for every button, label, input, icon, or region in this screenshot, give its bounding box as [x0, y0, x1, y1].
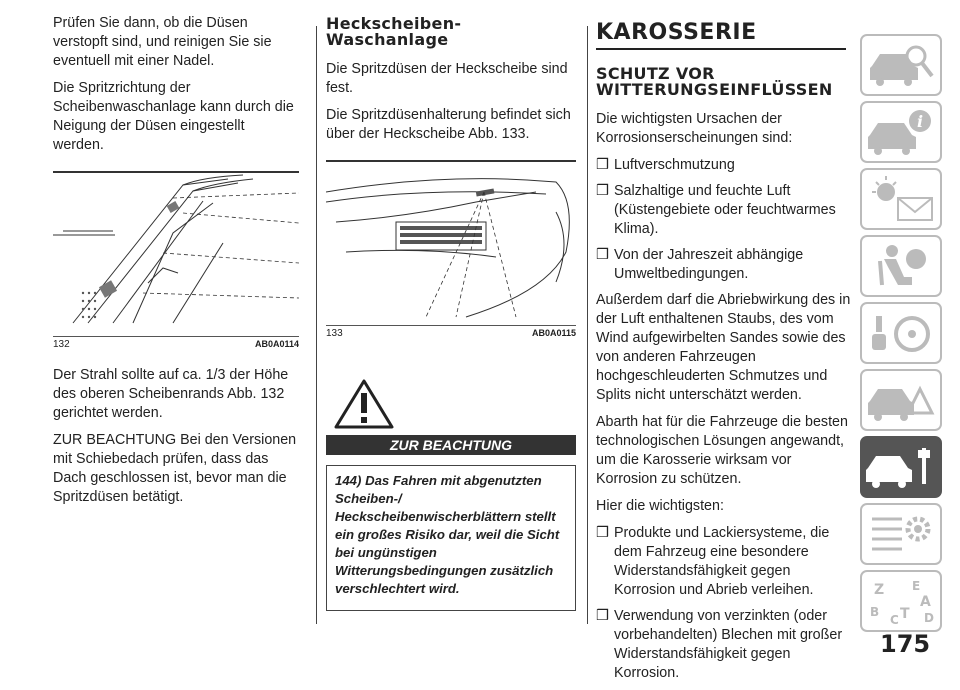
paragraph: ZUR BEACHTUNG Bei den Versionen mit Schiebedach prüfen, dass das Dach geschlossen ist, bevor man die Spritzdüsen betätigt. — [53, 432, 297, 505]
warning-text — [327, 466, 575, 610]
car-service-icon — [862, 438, 940, 496]
figure-number: 132 — [53, 339, 70, 350]
tab-lights-warning[interactable] — [860, 168, 942, 230]
tab-car-search[interactable] — [860, 34, 942, 96]
warning-title: ZUR BEACHTUNG — [326, 435, 576, 455]
list-item-text: Verwendung von verzinkten (oder vorbehandelten) Blechen mit großer Widerstandsfähigkeit gegen Korrosion. — [614, 608, 843, 681]
tab-car-breakdown[interactable] — [860, 369, 942, 431]
rear-window-nozzle-illustration — [326, 162, 576, 320]
heading-line: Waschanlage — [326, 30, 449, 49]
checkbox-bullet-icon: ❒ — [596, 608, 609, 624]
column-middle — [326, 16, 576, 611]
svg-text:Z: Z — [874, 582, 885, 598]
list-item — [596, 182, 854, 239]
svg-text:T: T — [900, 606, 910, 622]
figure-caption — [326, 325, 576, 339]
checkbox-bullet-icon: ❒ — [596, 247, 609, 263]
tab-car-service[interactable] — [860, 436, 942, 498]
warning-body: Das Fahren mit abgenutzten Scheiben-/ Heckscheibenwischerblättern stellt ein großes Risiko dar, weil die Sicht bei ungünstigen Witterungsbedingungen zusätzlich verschlechtert wird. — [335, 473, 560, 596]
warning-number: 144) — [335, 473, 362, 488]
column-divider — [316, 26, 317, 624]
paragraph: Die Spritzrichtung der Scheibenwaschanlage kann durch die Neigung der Düsen eingestellt werden. — [53, 80, 294, 153]
list-item — [596, 524, 854, 600]
svg-text:E: E — [912, 579, 921, 593]
figure-caption — [53, 336, 299, 350]
paragraph: Außerdem darf die Abriebwirkung des in der Luft enthaltenen Staubs, des vom Wind aufgewirbelten Sandes sowie des von anderen Fahrzeugen hochgeschleuderten Schmutzes und Splits nicht unterschätzt werden. — [596, 292, 851, 403]
svg-text:B: B — [870, 605, 880, 619]
svg-text:C: C — [890, 613, 899, 627]
specs-gear-icon — [862, 505, 940, 563]
heading-line: SCHUTZ VOR — [596, 64, 715, 83]
paragraph: Abarth hat für die Fahrzeuge die besten technologischen Lösungen angewandt, um die Karosserie wirksam vor Korrosion zu schützen. — [596, 414, 848, 487]
car-search-icon — [862, 36, 940, 94]
section-heading — [326, 16, 576, 48]
list-item-text: Von der Jahreszeit abhängige Umweltbedingungen. — [614, 247, 804, 282]
warning-symbol-area — [326, 379, 576, 435]
index-letters-icon — [862, 572, 940, 630]
tab-car-info[interactable] — [860, 101, 942, 163]
steering-wheel-icon — [862, 304, 940, 362]
tab-steering-wheel[interactable] — [860, 302, 942, 364]
heading-line: WITTERUNGSEINFLÜSSEN — [596, 80, 833, 99]
tab-specs[interactable] — [860, 503, 942, 565]
list-item-text: Produkte und Lackiersysteme, die dem Fahrzeug eine besondere Widerstandsfähigkeit gegen Korrosion und Abrieb verleihen. — [614, 525, 830, 598]
column-right — [596, 0, 854, 690]
title-rule — [596, 48, 846, 50]
car-breakdown-icon — [862, 371, 940, 429]
list-item-text: Luftverschmutzung — [614, 157, 735, 173]
svg-text:D: D — [924, 611, 934, 625]
paragraph: Die Spritzdüsen der Heckscheibe sind fest. — [326, 61, 568, 96]
list-item — [596, 607, 854, 683]
checkbox-bullet-icon: ❒ — [596, 183, 609, 199]
checkbox-bullet-icon: ❒ — [596, 525, 609, 541]
lights-warning-icon — [862, 170, 940, 228]
section-heading — [596, 66, 854, 98]
paragraph: Prüfen Sie dann, ob die Düsen verstopft sind, und reinigen Sie sie eventuell mit einer Nadel. — [53, 15, 272, 69]
warning-box — [326, 465, 576, 611]
figure-code: AB0A0114 — [254, 339, 299, 349]
heading-line: Heckscheiben- — [326, 14, 462, 33]
figure-code: AB0A0115 — [531, 328, 576, 338]
column-divider — [587, 26, 588, 624]
figure-number: 133 — [326, 328, 343, 339]
warning-triangle-icon — [334, 379, 394, 429]
bullet-list — [596, 524, 854, 683]
paragraph: Der Strahl sollte auf ca. 1/3 der Höhe des oberen Scheibenrands Abb. 132 gerichtet werden. — [53, 367, 289, 421]
paragraph: Die wichtigsten Ursachen der Korrosionserscheinungen sind: — [596, 111, 793, 146]
page-number: 175 — [880, 630, 931, 658]
svg-text:A: A — [920, 594, 931, 610]
tab-airbag-seat[interactable] — [860, 235, 942, 297]
airbag-seat-icon — [862, 237, 940, 295]
car-info-icon — [862, 103, 940, 161]
list-item — [596, 156, 854, 175]
chapter-sidebar — [860, 34, 942, 637]
tab-index[interactable] — [860, 570, 942, 632]
paragraph: Die Spritzdüsenhalterung befindet sich über der Heckscheibe Abb. 133. — [326, 107, 571, 142]
bullet-list — [596, 156, 854, 284]
list-item — [596, 246, 854, 284]
column-left — [53, 14, 299, 515]
figure-133 — [326, 160, 576, 339]
checkbox-bullet-icon: ❒ — [596, 157, 609, 173]
svg-text:i: i — [917, 112, 924, 131]
windscreen-nozzle-illustration — [53, 173, 299, 331]
chapter-title: KAROSSERIE — [596, 20, 757, 45]
list-item-text: Salzhaltige und feuchte Luft (Küstengebiete oder feuchtwarmes Klima). — [614, 183, 836, 237]
paragraph: Hier die wichtigsten: — [596, 498, 724, 514]
figure-132 — [53, 171, 299, 350]
